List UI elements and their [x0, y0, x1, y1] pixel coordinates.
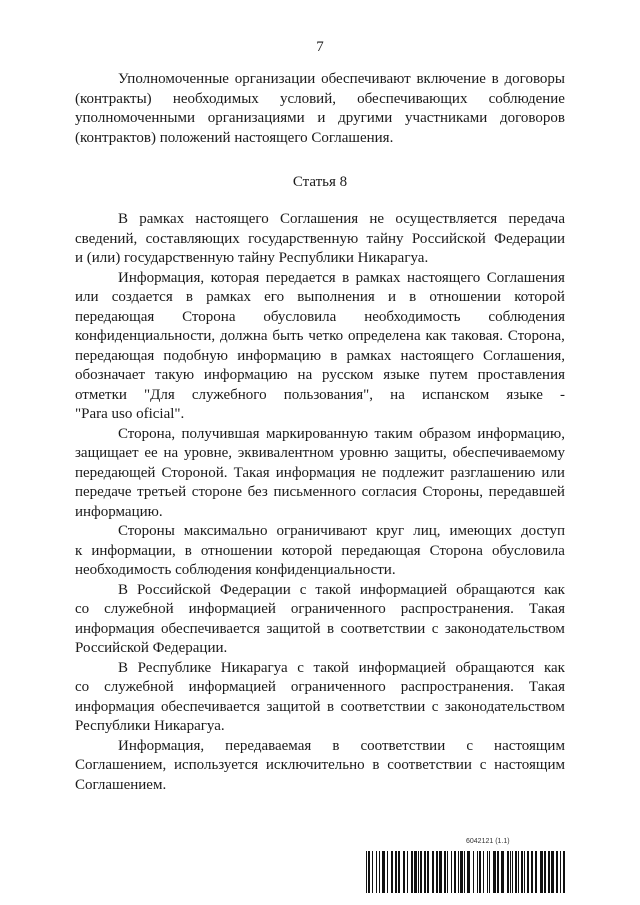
text-line: [75, 737, 565, 757]
word: с: [431, 698, 439, 715]
word: четко: [308, 328, 344, 344]
text-line: Республики Никарагуа.: [75, 718, 225, 734]
word: информацию: [203, 367, 288, 383]
word: уровне,: [184, 445, 233, 461]
barcode-bar: [366, 851, 367, 893]
word: в: [332, 737, 340, 754]
text-line: [75, 444, 565, 464]
word: Соглашения: [279, 211, 359, 227]
word: ограниченного: [290, 679, 386, 695]
text-line: [75, 308, 565, 328]
word: ограниченного: [290, 601, 386, 617]
word: другими: [338, 110, 393, 126]
barcode-bar: [387, 851, 388, 893]
word: на: [297, 367, 313, 383]
word: должна: [220, 328, 268, 344]
paragraph: [75, 659, 565, 737]
word: обращаются: [455, 659, 535, 676]
word: исключительно: [265, 757, 365, 773]
barcode-bar: [458, 851, 459, 893]
word: с: [479, 757, 487, 773]
text-line: [75, 70, 565, 90]
barcode-bar: [379, 851, 380, 893]
word: обусловила: [491, 542, 565, 559]
barcode-bar: [424, 851, 426, 893]
barcode-bar: [497, 851, 499, 893]
word: не: [361, 464, 377, 481]
barcode-bar: [548, 851, 550, 893]
paragraph: [75, 210, 565, 269]
word: включение: [416, 71, 486, 87]
word: Информация,: [118, 269, 205, 286]
word: не: [369, 211, 385, 227]
barcode-bar: [460, 851, 463, 893]
text-line: (контрактов) положений настоящего Соглашения.: [75, 129, 394, 146]
barcode-bar: [436, 851, 438, 893]
word: передается: [265, 269, 336, 286]
word: договоры: [504, 71, 565, 87]
word: информация: [275, 464, 356, 481]
word: осуществляется: [395, 211, 498, 227]
barcode-bar: [518, 851, 519, 893]
word: настоящим: [494, 757, 565, 773]
word: определена: [348, 328, 421, 344]
barcode-bar: [551, 851, 554, 893]
word: обеспечиваемому: [452, 445, 565, 461]
word: языке: [506, 386, 543, 403]
word: пользования",: [283, 386, 374, 403]
barcode-bar: [454, 851, 456, 893]
barcode-bar: [489, 851, 490, 893]
barcode-bar: [512, 851, 513, 893]
text-line: [75, 109, 565, 129]
word: и: [387, 289, 397, 305]
word: передающая: [75, 308, 155, 325]
word: передающей: [75, 464, 156, 481]
word: согласия: [361, 484, 417, 500]
word: (контракты): [75, 90, 152, 107]
word: В: [118, 659, 129, 676]
word: в: [326, 620, 335, 637]
word: стороне: [191, 484, 242, 500]
word: информация: [75, 620, 155, 637]
barcode-bar: [376, 851, 377, 893]
barcode-bar: [467, 851, 470, 893]
word: защитой: [266, 698, 321, 715]
text-line: Соглашением.: [75, 776, 167, 793]
barcode-bar: [403, 851, 405, 893]
word: участниками: [405, 110, 488, 126]
word: в: [342, 269, 350, 286]
word: Российской: [411, 230, 486, 247]
barcode-bar: [556, 851, 558, 893]
word: в: [185, 289, 193, 305]
word: распространения.: [400, 679, 514, 695]
word: с: [297, 659, 304, 676]
text-line: Российской Федерации.: [75, 640, 228, 656]
word: имеющих: [449, 523, 512, 539]
word: Сторона: [429, 542, 483, 559]
barcode-bar: [407, 851, 408, 893]
barcode-bar: [439, 851, 442, 893]
barcode-bar: [444, 851, 446, 893]
text-line: [75, 698, 565, 718]
word: подлежит: [382, 464, 445, 481]
text-line: [75, 600, 565, 620]
barcode-bar: [524, 851, 525, 893]
word: Республике: [137, 659, 212, 676]
word: ограничивают: [276, 523, 367, 539]
barcode-bar: [372, 851, 373, 893]
word: законодательством: [444, 698, 565, 715]
text-line: [75, 386, 565, 406]
word: Стороны,: [422, 484, 484, 500]
word: образом: [419, 425, 471, 442]
word: необходимость: [364, 308, 461, 325]
word: Информация,: [118, 737, 205, 754]
word: и: [317, 110, 326, 126]
word: уровню: [339, 445, 389, 461]
word: Федерации: [494, 230, 565, 247]
word: организациями: [207, 110, 305, 126]
word: соблюдения: [488, 308, 565, 325]
barcode-bar: [540, 851, 543, 893]
word: В: [118, 581, 129, 598]
text-line: [75, 581, 565, 601]
article-heading: Статья 8: [292, 174, 348, 190]
word: в: [330, 347, 338, 364]
word: с: [466, 737, 473, 754]
barcode-bar: [451, 851, 452, 893]
word: испанском: [421, 386, 490, 403]
barcode-bar: [501, 851, 504, 893]
word: защиты,: [394, 445, 447, 461]
word: передаче: [75, 484, 132, 500]
paragraph: [75, 425, 565, 523]
word: с: [299, 581, 307, 598]
word: Уполномоченные: [118, 71, 229, 87]
word: передаваемая: [225, 737, 312, 754]
word: отношении: [200, 542, 273, 559]
word: путем: [429, 367, 468, 383]
article-body: [75, 210, 565, 795]
barcode-bar: [427, 851, 429, 893]
word: Сторона,: [507, 328, 565, 344]
barcode-bar: [464, 851, 465, 893]
barcode-bar: [507, 851, 509, 893]
word: В: [118, 211, 129, 227]
barcode-bar: [510, 851, 511, 893]
word: Соглашения,: [483, 347, 565, 364]
text-line: [75, 327, 565, 347]
word: настоящим: [494, 737, 565, 754]
word: защитой: [266, 620, 321, 637]
word: или: [75, 289, 99, 305]
text-line: [75, 659, 565, 679]
barcode-bar: [414, 851, 417, 893]
word: договоров: [500, 110, 565, 126]
barcode-bar: [432, 851, 434, 893]
word: со: [75, 679, 90, 695]
barcode-bar: [515, 851, 517, 893]
word: настоящего: [400, 347, 474, 364]
word: проставления: [477, 367, 565, 383]
text-line: информацию.: [75, 503, 163, 520]
barcode-bar: [473, 851, 474, 893]
word: соответствии: [340, 698, 426, 715]
word: настоящего: [195, 211, 269, 227]
word: ее: [144, 445, 158, 461]
word: третьей: [137, 484, 187, 500]
word: в: [372, 757, 380, 773]
word: такой: [313, 659, 349, 676]
word: языке: [383, 367, 420, 383]
word: в: [409, 289, 417, 305]
word: в: [491, 71, 499, 87]
word: рамках: [346, 347, 392, 364]
word: обращаются: [456, 581, 535, 598]
text-line: [75, 522, 565, 542]
barcode-bar: [368, 851, 370, 893]
word: на: [163, 445, 179, 461]
word: служебного: [191, 386, 267, 403]
barcode-bar: [420, 851, 422, 893]
word: Такая: [528, 679, 565, 695]
word: как: [543, 581, 565, 598]
word: рамках: [206, 289, 251, 305]
text-line: [75, 425, 565, 445]
barcode-bar: [483, 851, 484, 893]
barcode-bar: [391, 851, 393, 893]
word: тайну: [366, 230, 404, 247]
word: доступ: [520, 523, 565, 539]
word: организации: [234, 71, 316, 87]
barcode-bar: [395, 851, 397, 893]
word: или: [541, 464, 565, 481]
word: "Для: [144, 386, 175, 403]
text-line: [75, 230, 565, 250]
word: передающая: [75, 347, 155, 364]
word: такой: [315, 581, 351, 598]
word: его: [264, 289, 285, 305]
word: уполномоченными: [75, 110, 196, 126]
word: которой: [514, 289, 565, 305]
barcode-bar: [398, 851, 400, 893]
text-line: [75, 347, 565, 367]
word: информацией: [358, 659, 446, 676]
word: таковая.: [451, 328, 503, 344]
word: конфиденциальности,: [75, 328, 216, 344]
word: разглашению: [450, 464, 536, 481]
word: эквивалентном: [237, 445, 334, 461]
text-line: [75, 464, 565, 484]
word: в: [184, 542, 192, 559]
page-number: 7: [316, 39, 324, 55]
word: соответствии: [360, 737, 446, 754]
word: обозначает: [75, 367, 146, 383]
word: Сторона,: [118, 425, 176, 442]
word: со: [75, 601, 90, 617]
word: настоящего: [406, 269, 481, 286]
paragraph: [75, 269, 565, 425]
text-line: [75, 483, 565, 503]
word: которой: [281, 542, 333, 559]
text-line: [75, 210, 565, 230]
word: информации,: [91, 542, 176, 559]
word: рамках: [139, 211, 185, 227]
word: законодательством: [444, 620, 565, 637]
word: рамках: [355, 269, 401, 286]
barcode-bar: [521, 851, 523, 893]
intro-paragraph: [75, 70, 565, 148]
word: Российской: [137, 581, 211, 598]
word: информацией: [359, 581, 448, 598]
barcode-bar: [418, 851, 419, 893]
barcode-bar: [563, 851, 565, 893]
word: составляющих: [145, 230, 240, 247]
text-line: [75, 678, 565, 698]
word: с: [431, 620, 439, 637]
barcode-label: 6042121 (1.1): [466, 838, 510, 845]
word: Федерации: [219, 581, 291, 598]
word: Сторона: [182, 308, 236, 325]
word: в: [326, 698, 335, 715]
word: быть: [272, 328, 304, 344]
word: Такая: [233, 464, 270, 481]
text-line: "Para uso oficial".: [75, 406, 185, 422]
word: подобную: [163, 347, 229, 364]
word: распространения.: [400, 601, 514, 617]
word: передающая: [341, 542, 421, 559]
word: лиц,: [413, 523, 441, 539]
word: Соглашением,: [75, 757, 167, 773]
barcode-bar: [477, 851, 478, 893]
barcode-bar: [531, 851, 533, 893]
word: обусловила: [263, 308, 337, 325]
barcode-bar: [447, 851, 448, 893]
word: необходимых: [172, 90, 259, 107]
barcode-bar: [535, 851, 537, 893]
word: информацией: [188, 601, 276, 617]
text-line: [75, 756, 565, 776]
paragraph: [75, 737, 565, 796]
barcode-bar: [411, 851, 413, 893]
word: такую: [154, 367, 195, 383]
paragraph: [75, 581, 565, 659]
word: используется: [173, 757, 259, 773]
barcode: [366, 851, 566, 893]
barcode-bar: [479, 851, 481, 893]
word: условий,: [279, 90, 336, 107]
word: обеспечивается: [161, 620, 261, 637]
word: передача: [508, 211, 565, 227]
text-line: [75, 90, 565, 110]
text-line: [75, 366, 565, 386]
word: обеспечивается: [161, 698, 261, 715]
barcode-bar: [560, 851, 561, 893]
text-line: [75, 620, 565, 640]
word: круг: [375, 523, 405, 539]
barcode-bar: [493, 851, 496, 893]
word: информацию: [237, 347, 322, 364]
word: как: [425, 328, 447, 344]
text-line: необходимость соблюдения конфиденциальности.: [75, 562, 396, 578]
word: соответствии: [387, 757, 472, 773]
barcode-bar: [544, 851, 546, 893]
word: на: [390, 386, 405, 403]
barcode-bar: [382, 851, 385, 893]
word: защищает: [75, 445, 139, 461]
word: соответствии: [340, 620, 426, 637]
word: маркированную: [265, 425, 369, 442]
barcode-bar: [527, 851, 529, 893]
text-line: [75, 269, 565, 289]
word: Стороны: [118, 523, 175, 539]
word: информацию,: [477, 425, 565, 442]
word: отношении: [429, 289, 502, 305]
text-line: [75, 288, 565, 308]
word: соблюдение: [488, 90, 565, 107]
word: служебной: [104, 601, 174, 617]
word: получившая: [181, 425, 260, 442]
word: обеспечивают: [321, 71, 411, 87]
text-line: и (или) государственную тайну Республики Никарагуа.: [75, 250, 429, 266]
word: информацией: [188, 679, 276, 695]
word: Никарагуа: [220, 659, 288, 676]
word: Стороной.: [161, 464, 228, 481]
word: которая: [210, 269, 260, 286]
word: обеспечивающих: [357, 90, 468, 107]
word: максимально: [183, 523, 268, 539]
word: создается: [111, 289, 173, 305]
word: Соглашения: [486, 269, 565, 286]
paragraph: [75, 522, 565, 581]
word: государственную: [248, 230, 359, 247]
word: без: [247, 484, 268, 500]
word: информация: [75, 698, 155, 715]
word: служебной: [104, 679, 174, 695]
word: сведений,: [75, 230, 138, 247]
word: к: [75, 542, 83, 559]
word: отметки: [75, 386, 127, 403]
word: русском: [322, 367, 374, 383]
word: Такая: [528, 601, 565, 617]
word: передавшей: [488, 484, 565, 500]
word: выполнения: [297, 289, 375, 305]
word: как: [543, 659, 565, 676]
barcode-bar: [487, 851, 488, 893]
word: письменного: [273, 484, 356, 500]
word: таким: [374, 425, 413, 442]
word: -: [559, 386, 565, 403]
text-line: [75, 542, 565, 562]
